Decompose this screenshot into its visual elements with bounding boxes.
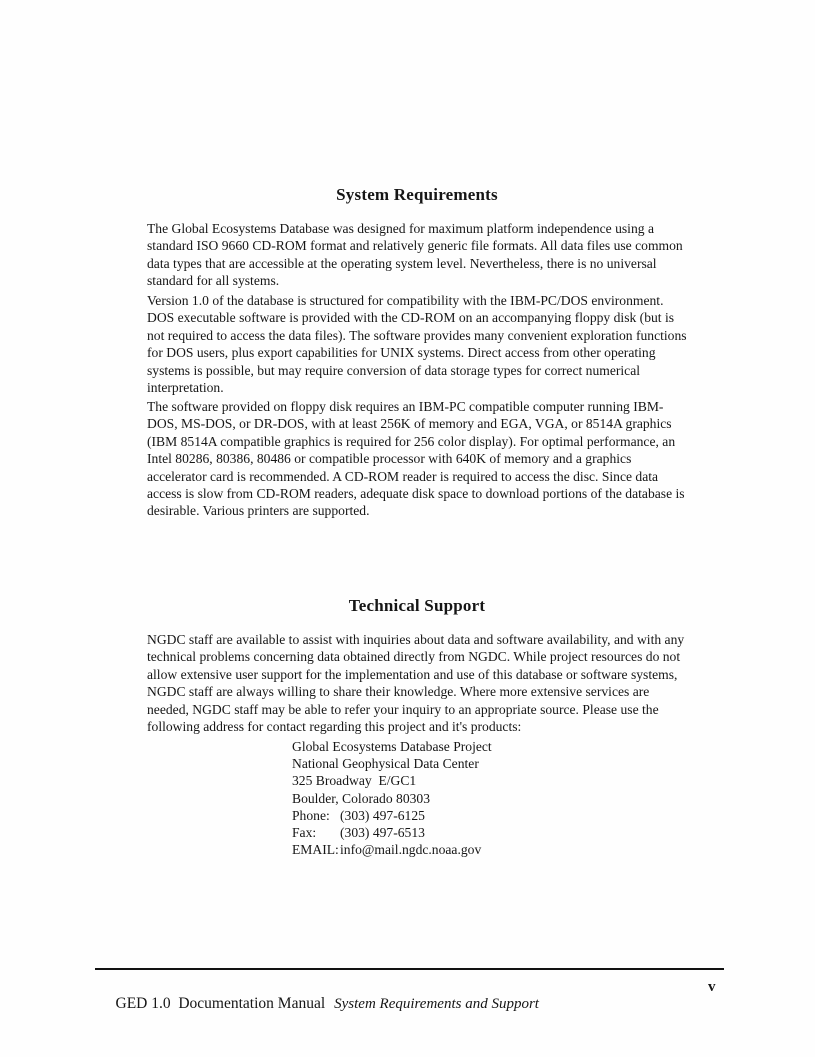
address-line-project: Global Ecosystems Database Project	[292, 739, 492, 754]
address-line-city: Boulder, Colorado 80303	[292, 790, 431, 806]
email-label: EMAIL:	[292, 842, 339, 858]
contact-email-row	[292, 841, 492, 858]
paragraph-version-compatibility: Version 1.0 of the database is structured for compatibility with the IBM-PC/DOS environment. DOS executable software is provided with the CD-ROM on an accompanying floppy disk (but is not required to access the data files). The software provides many convenient exploration functions for DOS users, plus export capabilities for UNIX systems. Direct access from other operating systems is possible, but may require conversion of data storage types for correct numerical interpretation.	[147, 293, 687, 396]
footer	[100, 977, 539, 1031]
section-heading-system-requirements: System Requirements	[336, 185, 498, 204]
footer-section-title: System Requirements and Support	[334, 996, 539, 1012]
paragraph-ngdc-support: NGDC staff are available to assist with inquiries about data and software availability, and with any technical problems concerning data obtained directly from NGDC. While project resources do not allow extensive user support for the implementation and use of this database or software systems, NGDC staff are always willing to share their knowledge. Where more extensive services are needed, NGDC staff may be able to refer your inquiry to an appropriate source. Please use the following address for contact regarding this project and it's products:	[147, 632, 685, 735]
paragraph-hardware-requirements: The software provided on floppy disk requires an IBM-PC compatible computer running IBM-DOS, MS-DOS, or DR-DOS, with at least 256K of memory and EGA, VGA, or 8514A graphics (IBM 8514A compatible graphics is required for 256 color display). For optimal performance, an Intel 80286, 80386, 80486 or compatible processor with 640K of memory and a graphics accelerator card is recommended. A CD-ROM reader is required to access the disc. Since data access is slow from CD-ROM readers, adequate disk space to download portions of the database is desirable. Various printers are supported.	[147, 399, 685, 519]
email-value: info@mail.ngdc.noaa.gov	[340, 842, 482, 858]
address-line-street: 325 Broadway E/GC1	[292, 773, 417, 789]
section-heading-technical-support: Technical Support	[348, 596, 486, 615]
contact-address-block	[292, 738, 492, 858]
fax-value: (303) 497-6513	[340, 825, 425, 841]
contact-phone-row	[292, 807, 492, 824]
paragraph-platform-independence: The Global Ecosystems Database was designed for maximum platform independence using a standard ISO 9660 CD-ROM format and relatively generic file formats. All data files use common data types that are accessible at the operating system level. Nevertheless, there is no universal standard for all systems.	[147, 221, 683, 289]
phone-value: (303) 497-6125	[340, 807, 425, 823]
contact-fax-row	[292, 824, 492, 841]
page-number: v	[708, 979, 716, 995]
phone-label: Phone:	[292, 807, 330, 823]
fax-label: Fax:	[292, 825, 317, 841]
footer-rule	[95, 968, 724, 970]
address-line-center: National Geophysical Data Center	[292, 756, 479, 772]
footer-manual-title: GED 1.0 Documentation Manual	[115, 995, 326, 1012]
